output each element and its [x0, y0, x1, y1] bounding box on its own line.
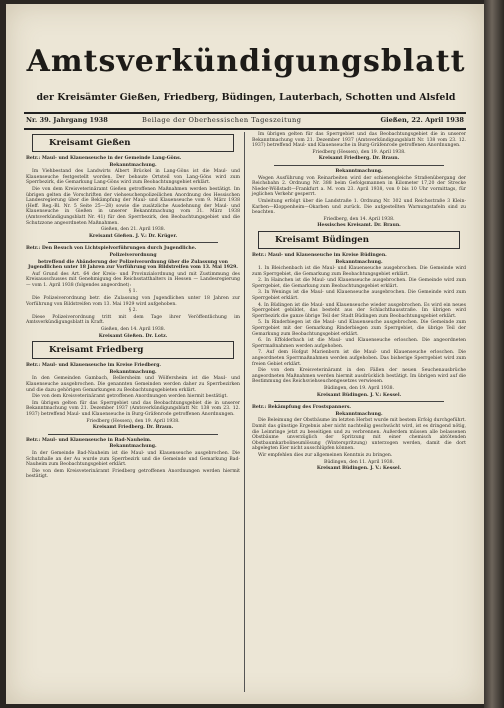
issue-date: Gießen, 22. April 1938 [380, 116, 464, 124]
notice-item: 5. In Rinderbiegen ist die Maul- und Klauenseuche ausgebrochen. Die Gemeinde zum Sperrgebiet mit der Gemarkung Rinderbiegen zum Sperrgebiet, die übrige Teil der Gemarkung zum Beobachtungsgebiet erklärt. [252, 320, 466, 337]
notice-item: 3. In Wenings ist die Maul- und Klauenseuche ausgebrochen. Die Gemeinde wird zum Sperrgebiet erklärt. [252, 290, 466, 302]
notice-paragraph: Im übrigen gelten für das Sperrgebiet und das Beobachtungsgebiet die in unserer Bekanntmachung vom 21. Dezember 1937 (Amtsverkündigungsblatt Nr. 138 vom 23. 12. 1937) betreffend Maul- und Klauenseuche in Burg-Gräfenrode getroffenen Anordnungen. [26, 400, 240, 417]
newspaper-page [6, 4, 484, 704]
notice-item: 2. In Hainchen ist die Maul- und Klauenseuche ausgebrochen. Die Gemeinde wird zum Sperrgebiet, die Gemarkung zum Beobachtungsgebiet erklärt. [252, 278, 466, 289]
notice-date: Gießen, den 21. April 1938. [100, 227, 166, 233]
notice-date: Büdingen, den 19. April 1938. [323, 385, 395, 391]
book-binding-edge [484, 0, 504, 708]
notice-date: Gießen, den 14. April 1938. [100, 327, 166, 333]
masthead-subtitle: der Kreisämter Gießen, Friedberg, Büdingen, Lauterbach, Schotten und Alsfeld [36, 92, 456, 103]
notice-item: 4. In Büdingen ist die Maul- und Klauenseuche wieder ausgebrochen. Es wird ein neues Sperrgebiet gebildet, das besteht aus der Schlachthausstraße. Im übrigen wird Sperrbezirk die ganze übrige Teil der Stadt Büdingen zum Beobachtungsgebiet erklärt. [252, 302, 466, 319]
notice-label: Bekanntmachung. [109, 444, 157, 450]
notice-signature: Kreisamt Büdingen. J. V.: Kessel. [316, 392, 402, 398]
notice-date: Friedberg, den 14. April 1938. [323, 216, 395, 222]
notice-signature: Kreisamt Gießen. J. V.: Dr. Krüger. [88, 233, 178, 239]
notice-paragraph: Diese Polizeiverordnung tritt mit dem Tage ihrer Veröffentlichung im Amtsverkündigungsblatt in Kraft. [26, 314, 240, 326]
issue-number: Nr. 39. Jahrgang 1938 [26, 116, 108, 124]
notice-signature: Kreisamt Gießen. Dr. Lotz. [98, 333, 168, 339]
notice-label: Bekanntmachung. [335, 259, 383, 265]
left-column [26, 132, 240, 481]
notice-paragraph: Die von dem Kreisveterinäramt in den Fällen der neuen Seuchenausbrüche angeordneten Maßnahmen werden hiermit ausdrücklich bestätigt. Im übrigen wird auf die Bestimmung des Reichsviehseuchengesetzes verwiesen. [252, 368, 466, 385]
notice-paragraph: In den Gemeinden Gambach, Bellersheim und Wölfersheim ist die Maul- und Klauenseuche ausgebrochen. Die genannten Gemeinden werden daher zu Sperrbezirken und die dazu gehörigen Gemarkungen zu Beobachtungsgebieten erklärt. [26, 376, 240, 393]
notice-signature: Kreisamt Büdingen. J. V.: Kessel. [316, 466, 402, 472]
notice-heading: Betr.: Bekämpfung des Frostspanners. [252, 405, 352, 411]
section-title-buedingen: Kreisamt Büdingen [258, 231, 460, 249]
notice-signature: Kreisamt Friedberg. Dr. Braun. [318, 156, 400, 162]
notice-heading: Betr.: Den Besuch von Lichtspielvorführungen durch Jugendliche. [26, 246, 197, 252]
section-title-giessen: Kreisamt Gießen [32, 134, 234, 152]
notice-subheading: betreffend die Abänderung der Polizeiverordnung über die Zulassung von Jugendlichen unter 18 Jahren zur Vorführung von Bildstreifen vom 13. Mai 1929. [28, 259, 238, 271]
notice-heading: Betr.: Maul- und Klauenseuche im Kreise Friedberg. [26, 363, 162, 369]
notice-signature: Kreisamt Friedberg. Dr. Braun. [92, 425, 174, 431]
masthead-title: Amtsverkündigungsblatt [26, 44, 466, 79]
notice-label: Polizeiverordnung [109, 252, 157, 258]
divider-rule [48, 434, 218, 435]
notice-paragraph: Umleitung erfolgt über die Landstraße 1. Ordnung Nr. 302 und Reichsstraße 3 Klein-Karben—Kloppenheim—Okarben und zurück. Die aufgestellten Warnungstafeln sind zu beachten. [252, 198, 466, 216]
notice-paragraph: Die von dem Kreisveterinäramt Gießen getroffenen Maßnahmen werden bestätigt. Im übrigen gelten die Vorschriften der viehseuchenpolizeilichen Anordnung des Hessischen Landesregierung über die Bekämpfung der Maul- und Klauenseuche vom 9. März 1938 (Heff. Reg.-Bl. Nr. 5 Seite 25—28) sowie die zusätzliche Ausdehnung der Maul- und Klauenseuche in Gießen in unserer Bekanntmachung vom 31. März 1938 (Amtsverkündigungsblatt Nr. 41) für den Sperrbezirk, den Beobachtungsgebiet und die Schutzzone angeordneten Maßnahmen. [26, 186, 240, 226]
paragraph-number: § 2. [128, 308, 138, 314]
notice-item: 7. Auf dem Hofgut Marienborn ist die Maul- und Klauenseuche erloschen. Die angeordneten Sperrmaßnahmen werden aufgehoben. Das bisherige Sperrgebiet wird zum freien Gebiet erklärt. [252, 350, 466, 367]
notice-signature: Hessisches Kreisamt. Dr. Braun. [317, 223, 401, 229]
notice-paragraph: Wir empfehlen dies zur allgemeinen Kenntnis zu bringen. [258, 452, 393, 458]
notice-paragraph: Die von dem Kreisveterinäramt getroffenen Anordnungen werden hiermit bestätigt. [32, 394, 228, 400]
notice-paragraph: Im Viehbestand des Landwirts Albert Brückel in Lang-Göns ist die Maul- und Klauenseuche festgestellt worden. Der bebaute Ortsteil von Lang-Göns wird zum Sperrbezirk, die Gemarkung Lang-Göns wird zum Beobachtungsgebiet erklärt. [26, 169, 240, 186]
notice-paragraph: Die Polizeiverordnung betr. die Zulassung von Jugendlichen unter 18 Jahren zur Vorführung von Bildstreifen vom 13. Mai 1929 wird aufgehoben. [26, 296, 240, 307]
notice-paragraph: In der Gemeinde Bad-Nauheim ist die Maul- und Klauenseuche ausgebrochen. Die Schutzhalle an der Au wurde zum Sperrbezirk und die Gemeinde und Gemarkung Bad-Nauheim zum Beobachtungsgebiet erklärt. [26, 450, 240, 468]
notice-date: Friedberg (Hessen), den 19. April 1938. [86, 418, 180, 424]
divider-rule [274, 165, 444, 166]
notice-item: 1. In Bleichenbach ist die Maul- und Klauenseuche ausgebrochen. Die Gemeinde wird zum Sperrgebiet, die Gemarkung zum Beobachtungsgebiet erklärt. [252, 266, 466, 277]
notice-paragraph: Die von dem Kreisveterinäramt Friedberg getroffenen Anordnungen werden hiermit bestätigt. [26, 468, 240, 480]
divider-rule [48, 242, 218, 243]
notice-paragraph: Die Beleimung der Obstbäume im letzten Herbst wurde mit bestem Erfolg durchgeführt. Damit das günstige Ergebnis aber nicht nachteilig geschwächt wird, ist es dringend nötig, die Leimringe jetzt zu beseitigen und zu verbrennen. Außerdem müssen alle belassenen Obstbäume unverzüglich der Spritzung mit einer chemisch abtötenden Obstbaumkarbolineumlösung (Winterspritzung) unterzogen werden, damit die dort abgelegten Eier nicht ausschlüpfen können. [252, 418, 466, 452]
notice-date: Büdingen, den 11. April 1938. [323, 459, 395, 465]
supplement-line: Beilage der Oberhessischen Tageszeitung [142, 116, 302, 124]
notice-paragraph: Im übrigen gelten für das Sperrgebiet und das Beobachtungsgebiet die in unserer Bekanntmachung vom 21. Dezember 1937 (Amtsverkündigungsblatt Nr. 138 vom 23. 12. 1937) betreffend Maul- und Klauenseuche in Burg-Gräfenrode getroffenen Anordnungen. [252, 132, 466, 149]
notice-label: Bekanntmachung. [109, 369, 157, 375]
notice-paragraph: Auf Grund des Art. 64 der Kreis- und Provinzialordnung und mit Zustimmung des Kreisausschusses mit Genehmigung des Reichsstatthalters in Hessen — Landesregierung — vom 1. April 1938 (folgendes angeordnet): [26, 271, 240, 288]
notice-label: Bekanntmachung. [109, 162, 157, 168]
paragraph-number: § 1. [128, 289, 138, 295]
notice-heading: Betr.: Maul- und Klauenseuche im Kreise Büdingen. [252, 252, 387, 258]
notice-date: Friedberg (Hessen), den 19. April 1938. [312, 149, 406, 155]
section-title-friedberg: Kreisamt Friedberg [32, 341, 234, 359]
notice-heading: Betr.: Maul- und Klauenseuche in der Gemeinde Lang-Göns. [26, 156, 182, 161]
notice-label: Bekanntmachung. [335, 168, 383, 174]
divider-rule [274, 401, 444, 402]
issue-bar [24, 112, 466, 130]
notice-paragraph: Wegen Ausführung von Reinarbeiten wird der schienengleiche Straßenübergang der Reichsbahn 2. Ordnung Nr. 388 beim Gefolgsmannen in Kilometer 17,20 der Strecke Nieder-Wöllstadt—Frankfurt a. M. vom 23. April 1938, von 0 bis 10 Uhr vormittags, für jeglichen Verkehr gesperrt. [252, 175, 466, 198]
notice-item: 6. In Effolderbach ist die Maul- und Klauenseuche erloschen. Die angeordneten Sperrmaßnahmen werden aufgehoben. [252, 338, 466, 349]
right-column [252, 132, 466, 474]
notice-label: Bekanntmachung. [335, 411, 383, 417]
notice-heading: Betr.: Maul- und Klauenseuche in Bad-Nauheim. [26, 437, 152, 443]
column-divider [244, 132, 245, 692]
